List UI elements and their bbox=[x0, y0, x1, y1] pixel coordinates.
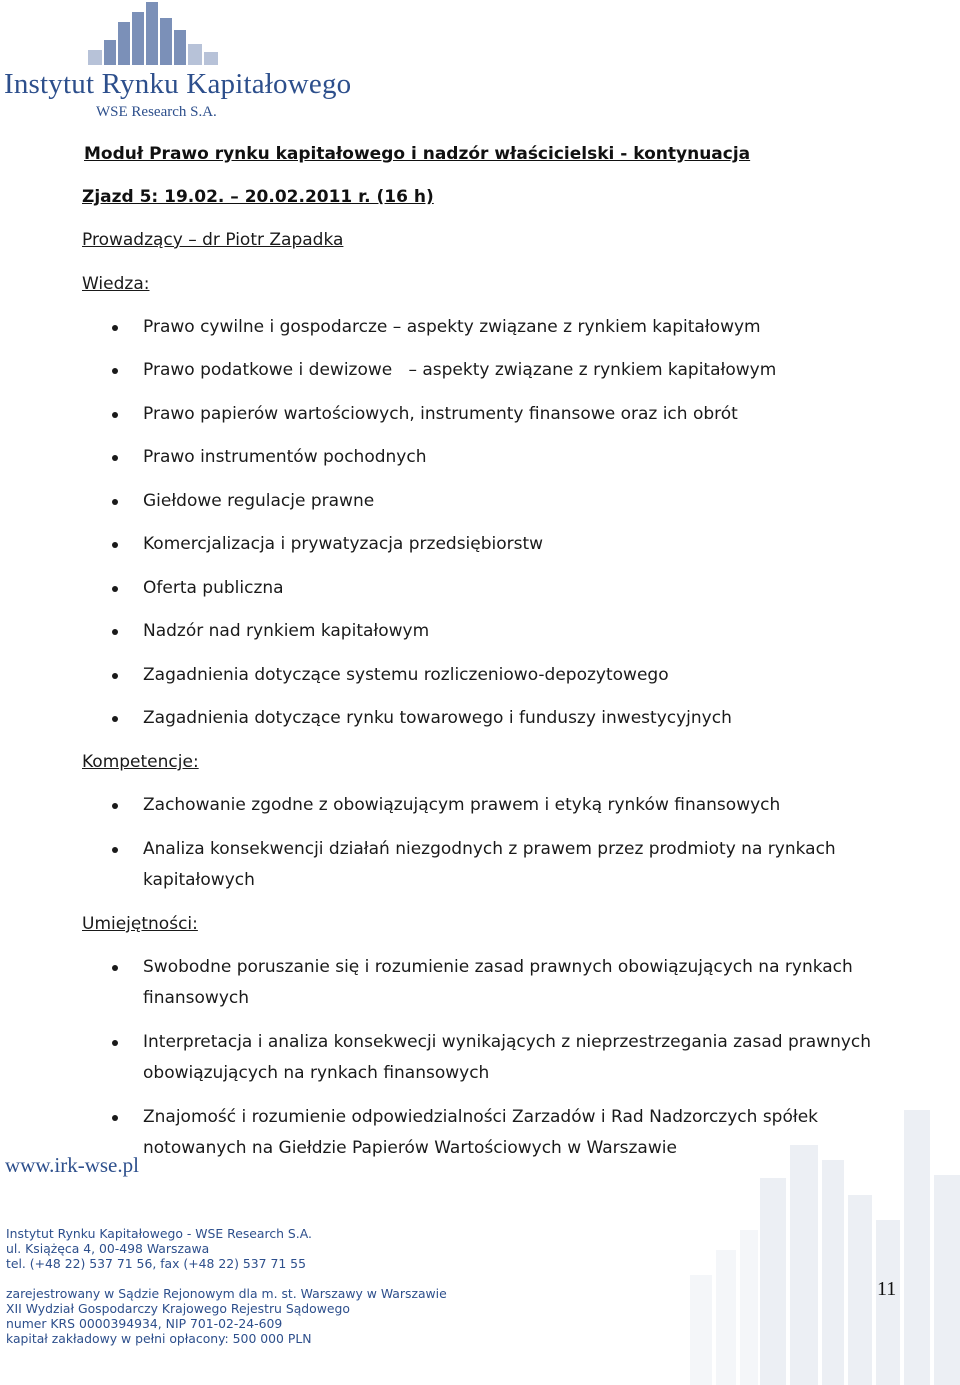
footer-line: numer KRS 0000394934, NIP 701-02-24-609 bbox=[6, 1316, 283, 1331]
module-title: Moduł Prawo rynku kapitałowego i nadzór właścicielski - kontynuacja bbox=[84, 144, 751, 164]
bullet bbox=[112, 455, 118, 461]
bullet bbox=[112, 1040, 118, 1046]
list-item: Zagadnienia dotyczące rynku towarowego i funduszy inwestycyjnych bbox=[143, 708, 732, 728]
list-item: Zagadnienia dotyczące systemu rozliczeniowo-depozytowego bbox=[143, 665, 669, 685]
list-item: Swobodne poruszanie się i rozumienie zasad prawnych obowiązujących na rynkach finansowych bbox=[143, 957, 853, 1008]
skills-heading: Umiejętności: bbox=[82, 914, 198, 934]
list-item: Komercjalizacja i prywatyzacja przedsiębiorstw bbox=[143, 534, 544, 554]
list-item: Oferta publiczna bbox=[143, 578, 284, 598]
bullet bbox=[112, 368, 118, 374]
footer-line: tel. (+48 22) 537 71 56, fax (+48 22) 537 71 55 bbox=[6, 1256, 306, 1271]
list-item: Prawo papierów wartościowych, instrumenty finansowe oraz ich obrót bbox=[143, 404, 738, 424]
bullet bbox=[112, 586, 118, 592]
bullet bbox=[112, 325, 118, 331]
page-number: 11 bbox=[877, 1278, 897, 1300]
institute-logo bbox=[0, 0, 352, 125]
bullet bbox=[112, 629, 118, 635]
bullet bbox=[112, 965, 118, 971]
bullet bbox=[112, 716, 118, 722]
bullet bbox=[112, 412, 118, 418]
list-item: Prawo instrumentów pochodnych bbox=[143, 447, 427, 467]
footer-line: kapitał zakładowy w pełni opłacony: 500 000 PLN bbox=[6, 1331, 312, 1346]
bullet bbox=[112, 499, 118, 505]
logo-title: Instytut Rynku Kapitałowego bbox=[4, 68, 352, 100]
logo-subtitle: WSE Research S.A. bbox=[96, 104, 217, 120]
footer-line: Instytut Rynku Kapitałowego - WSE Research S.A. bbox=[6, 1226, 312, 1241]
footer-line: XII Wydział Gospodarczy Krajowego Rejestru Sądowego bbox=[6, 1301, 350, 1316]
list-item: Zachowanie zgodne z obowiązującym prawem i etyką rynków finansowych bbox=[143, 795, 781, 815]
bullet bbox=[112, 847, 118, 853]
decorative-bars-graphic bbox=[660, 1100, 960, 1385]
list-item: Prawo podatkowe i dewizowe – aspekty związane z rynkiem kapitałowym bbox=[143, 360, 777, 380]
footer-line: zarejestrowany w Sądzie Rejonowym dla m. st. Warszawy w Warszawie bbox=[6, 1286, 447, 1301]
instructor: Prowadzący – dr Piotr Zapadka bbox=[82, 230, 344, 250]
website-url: www.irk-wse.pl bbox=[5, 1153, 139, 1177]
list-item: Giełdowe regulacje prawne bbox=[143, 491, 375, 511]
list-item: Analiza konsekwencji działań niezgodnych z prawem przez prodmioty na rynkach kapitałowych bbox=[143, 839, 836, 890]
competences-heading: Kompetencje: bbox=[82, 752, 199, 772]
bullet bbox=[112, 803, 118, 809]
list-item: Prawo cywilne i gospodarcze – aspekty związane z rynkiem kapitałowym bbox=[143, 317, 761, 337]
building-bars-icon bbox=[0, 0, 300, 70]
footer-line: ul. Książęca 4, 00-498 Warszawa bbox=[6, 1241, 210, 1256]
list-item: Interpretacja i analiza konsekwecji wynikających z nieprzestrzegania zasad prawnych obowiązujących na rynkach finansowych bbox=[143, 1032, 872, 1083]
bullet bbox=[112, 1115, 118, 1121]
list-item: Znajomość i rozumienie odpowiedzialności Zarzadów i Rad Nadzorczych spółek notowanych na Giełdzie Papierów Wartościowych w Warszawie bbox=[143, 1107, 819, 1158]
bullet bbox=[112, 542, 118, 548]
knowledge-heading: Wiedza: bbox=[82, 274, 150, 294]
bullet bbox=[112, 673, 118, 679]
session-dates: Zjazd 5: 19.02. – 20.02.2011 r. (16 h) bbox=[82, 187, 434, 207]
list-item: Nadzór nad rynkiem kapitałowym bbox=[143, 621, 430, 641]
